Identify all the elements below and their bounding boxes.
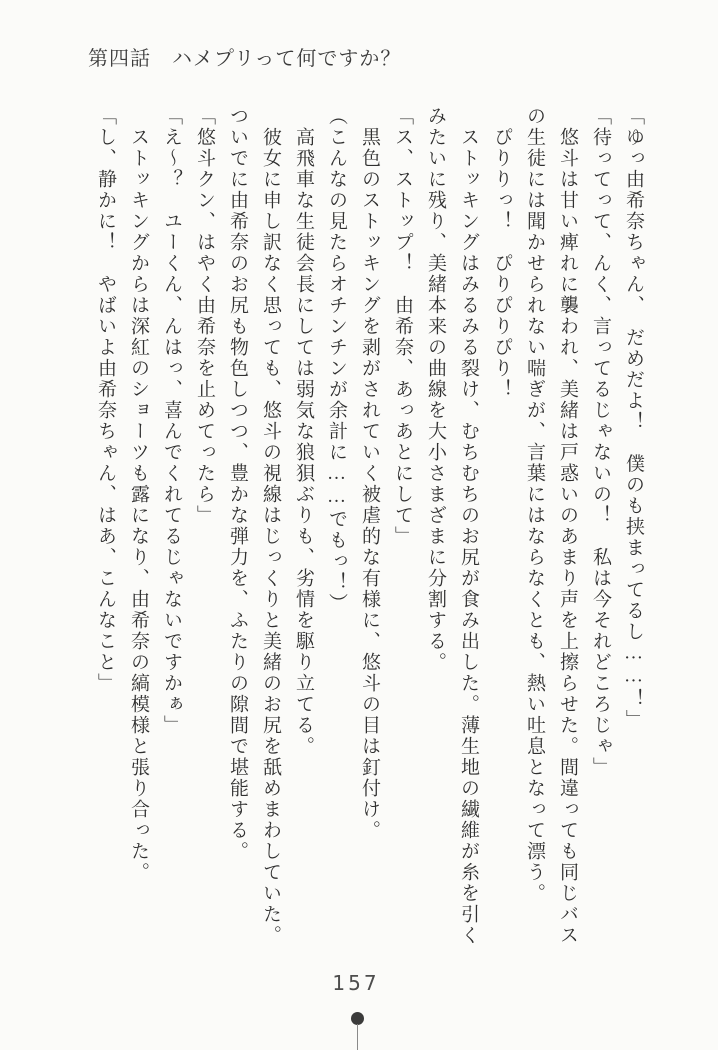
paragraph: 「待ってって、んく、言ってるじゃないの！ 私は今それどころじゃ」 [590, 106, 611, 778]
paragraph: 悠斗は甘い痺れに襲われ、美緒は戸惑いのあまり声を上擦らせた。間違っても同じバスの生徒には聞かせられない喘ぎが、言葉にはならなくとも、熱い吐息となって漂う。 [524, 106, 578, 946]
paragraph: ストッキングからは深紅のショーツも露になり、由希奈の縞模様と張り合った。 [128, 106, 149, 883]
paragraph: （こんなの見たらオチンチンが余計に……でもっ！） [326, 106, 347, 614]
paragraph: 「ゆっ由希奈ちゃん、 だめだよ！ 僕のも挟まってるし……！」 [623, 106, 644, 731]
paragraph: 「し、静かに！ やばいよ由希奈ちゃん、はあ、こんなこと」 [95, 106, 116, 694]
paragraph: 彼女に申し訳なく思っても、悠斗の視線はじっくりと美緒のお尻を舐めまわしていた。ついでに由希奈のお尻も物色しつつ、豊かな弾力を、ふたりの隙間で堪能する。 [227, 106, 281, 946]
page-number: 157 [332, 971, 380, 995]
paragraph: 「ス、ストップ！ 由希奈、あっあとにして」 [392, 106, 413, 547]
paragraph: 「悠斗クン、はやく由希奈を止めてったら」 [194, 106, 215, 526]
paragraph: ぴりりっ！ ぴりぴりぴり！ [491, 106, 512, 400]
paragraph: 黒色のストッキングを剥がされていく被虐的な有様に、悠斗の目は釘付け。 [359, 106, 380, 841]
page-marker-line [357, 1024, 358, 1050]
paragraph: 「え〜？ ユーくん、んはっ、喜んでくれてるじゃないですかぁ」 [161, 106, 182, 736]
body-text [88, 106, 650, 948]
paragraph: 高飛車な生徒会長にしては弱気な狼狽ぶりも、劣情を駆り立てる。 [293, 106, 314, 757]
chapter-heading: 第四話 ハメプリって何ですか？ [88, 48, 402, 70]
paragraph: ストッキングはみるみる裂け、むちむちのお尻が食み出した。薄生地の繊維が糸を引くみたいに残り、美緒本来の曲線を大小さまざまに分割する。 [425, 106, 479, 946]
